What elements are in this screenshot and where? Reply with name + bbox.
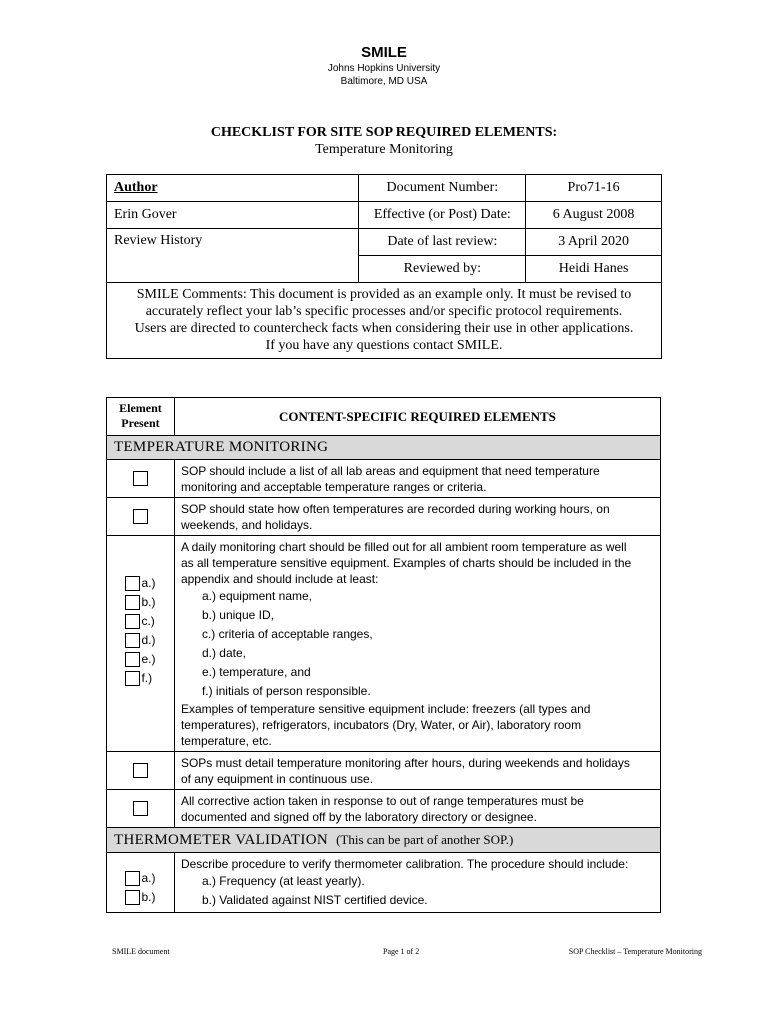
section-thermometer-validation: THERMOMETER VALIDATION (This can be part of another SOP.) <box>107 828 661 853</box>
element-checkbox-cell <box>107 790 175 828</box>
doc-number-value: Pro71-16 <box>526 175 662 202</box>
footer-page-number: Page 1 of 2 <box>383 947 420 956</box>
checklist-table <box>106 397 661 913</box>
effective-date-label: Effective (or Post) Date: <box>359 202 526 229</box>
document-title-block <box>0 124 768 158</box>
smile-comments: SMILE Comments: This document is provided as an example only. It must be revised to accurately reflect your lab’s specific processes and/or specific protocol requirements. Users are directed to countercheck facts when considering their use in other applications. If you have any questions contact SMILE. <box>107 283 662 359</box>
document-header <box>0 44 768 88</box>
author-label: Author <box>107 175 359 202</box>
footer-left: SMILE document <box>112 947 170 956</box>
footer-right: SOP Checklist – Temperature Monitoring <box>568 947 702 956</box>
checkbox[interactable] <box>133 801 148 816</box>
last-review-value: 3 April 2020 <box>526 229 662 256</box>
checkbox[interactable] <box>125 652 140 667</box>
author-name: Erin Gover <box>107 202 359 229</box>
checkbox[interactable] <box>125 871 140 886</box>
document-subtitle: Temperature Monitoring <box>315 142 453 157</box>
university-location: Baltimore, MD USA <box>340 76 428 87</box>
requirement-text: SOPs must detail temperature monitoring after hours, during weekends and holidays of any equipment in continuous use. <box>174 752 660 790</box>
column-header-element-present: Element Present <box>107 398 175 436</box>
effective-date-value: 6 August 2008 <box>526 202 662 229</box>
column-header-content: CONTENT-SPECIFIC REQUIRED ELEMENTS <box>174 398 660 436</box>
checkbox[interactable] <box>125 890 140 905</box>
page-footer <box>112 947 702 961</box>
element-checkbox-cell <box>107 498 175 536</box>
checkbox[interactable] <box>125 671 140 686</box>
checkbox[interactable] <box>125 576 140 591</box>
checkbox[interactable] <box>125 614 140 629</box>
review-history-label: Review History <box>107 229 359 283</box>
requirement-text: All corrective action taken in response to out of range temperatures must be documented and signed off by the laboratory directory or designee. <box>174 790 660 828</box>
checkbox[interactable] <box>125 633 140 648</box>
requirement-text: SOP should state how often temperatures are recorded during working hours, on weekends, and holidays. <box>174 498 660 536</box>
requirement-text: A daily monitoring chart should be filled out for all ambient room temperature as well as all temperature sensitive equipment. Examples of charts should be included in the appendix and should include at least: a.) equipment name, b.) unique ID, c.) criteria of acceptable ranges, d.) date, e.) temperature, and f.) initials of person responsible. Examples of temperature sensitive equipment include: freezers (all types and temperatures), refrigerators, incubators (Dry, Water, or Air), laboratory room temperature, etc. <box>174 536 660 752</box>
section-temperature-monitoring: TEMPERATURE MONITORING <box>107 436 661 460</box>
requirement-text: Describe procedure to verify thermometer calibration. The procedure should include: a.) Frequency (at least yearly). b.) Validated against NIST certified device. <box>174 853 660 913</box>
element-checkbox-cell <box>107 752 175 790</box>
reviewed-by-value: Heidi Hanes <box>526 256 662 283</box>
element-checkbox-cell <box>107 460 175 498</box>
document-info-table <box>106 174 662 359</box>
element-checkbox-cell: a.) b.) <box>107 853 175 913</box>
document-title: CHECKLIST FOR SITE SOP REQUIRED ELEMENTS: <box>210 125 558 140</box>
requirement-text: SOP should include a list of all lab areas and equipment that need temperature monitoring and acceptable temperature ranges or criteria. <box>174 460 660 498</box>
checkbox[interactable] <box>133 763 148 778</box>
checkbox[interactable] <box>125 595 140 610</box>
university-name: Johns Hopkins University <box>327 63 441 74</box>
checkbox[interactable] <box>133 509 148 524</box>
reviewed-by-label: Reviewed by: <box>359 256 526 283</box>
last-review-label: Date of last review: <box>359 229 526 256</box>
checkbox[interactable] <box>133 471 148 486</box>
doc-number-label: Document Number: <box>359 175 526 202</box>
element-checkbox-cell: a.) b.) c.) d.) e.) f.) <box>107 536 175 752</box>
org-name: SMILE <box>361 44 407 61</box>
